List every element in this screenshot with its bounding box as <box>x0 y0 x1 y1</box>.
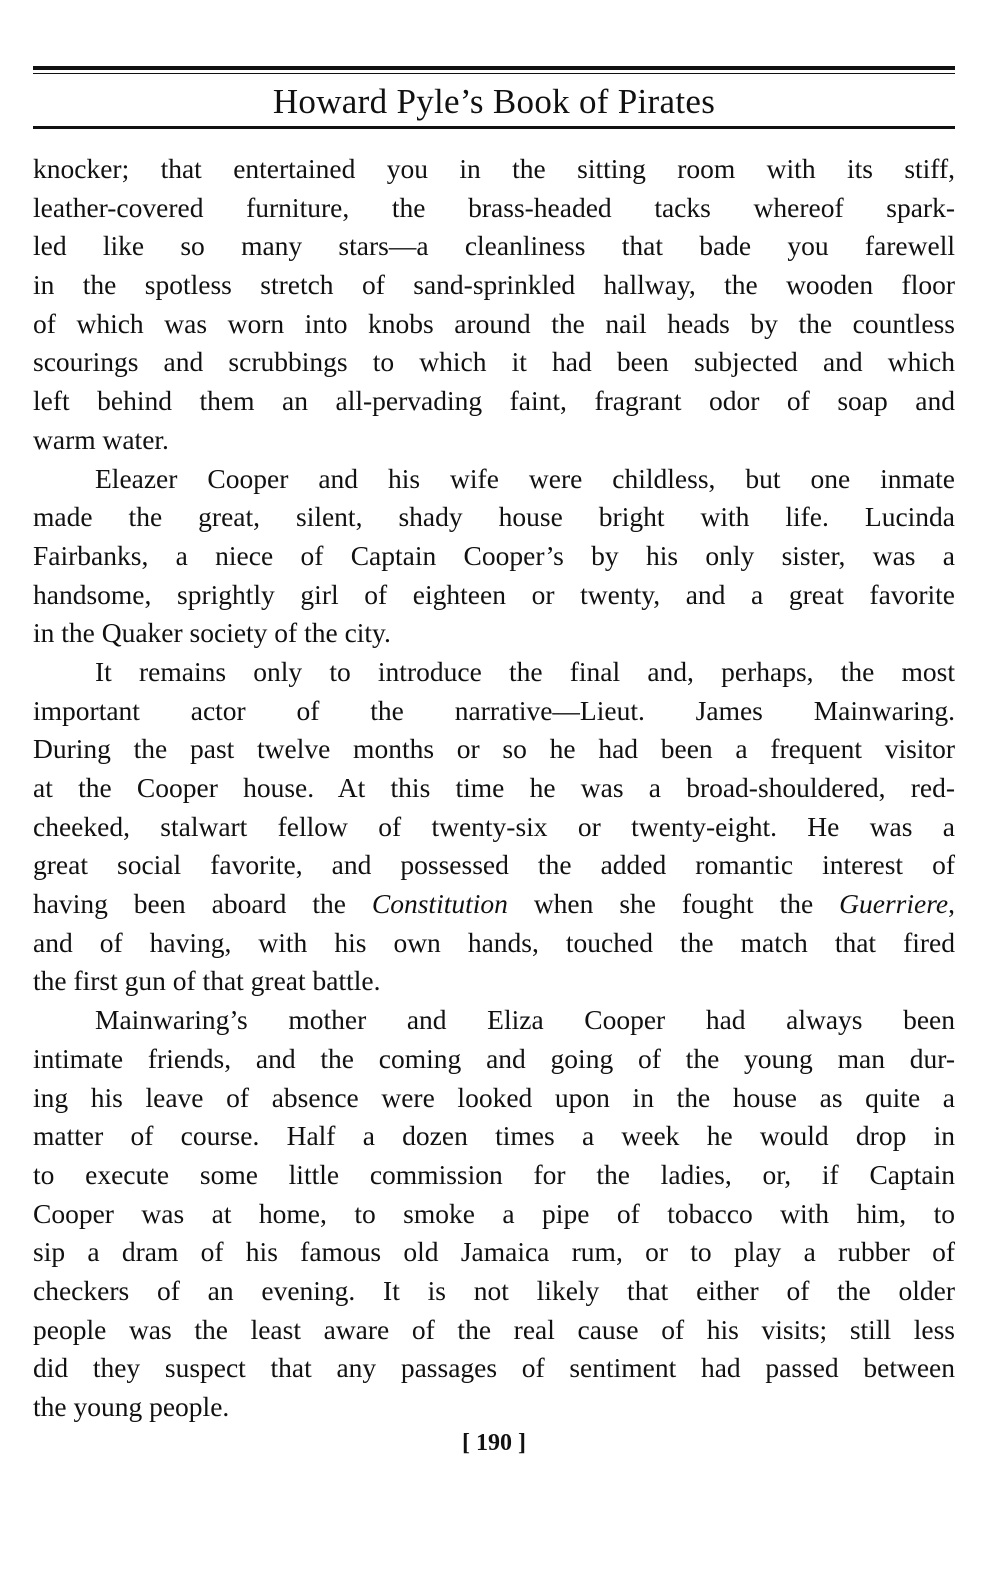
text-line: leather-covered furniture, the brass-headed tacks whereof spark- <box>33 191 955 223</box>
text-line: checkers of an evening. It is not likely that either of the older <box>33 1274 955 1306</box>
text-line: the first gun of that great battle. <box>33 965 381 997</box>
header-underline-rule <box>33 126 955 129</box>
text-line: and of having, with his own hands, touched the match that fired <box>33 926 955 958</box>
paragraph-3 <box>33 653 955 1001</box>
text-line: Mainwaring’s mother and Eliza Cooper had always been <box>95 1004 955 1036</box>
text-line: in the Quaker society of the city. <box>33 617 391 649</box>
text-fragment: , <box>948 888 955 920</box>
text-line: Fairbanks, a niece of Captain Cooper’s by his only sister, was a <box>33 539 955 571</box>
text-line: ing his leave of absence were looked upon in the house as quite a <box>33 1081 955 1113</box>
text-fragment: having been aboard the <box>33 888 372 920</box>
text-line: in the spotless stretch of sand-sprinkled hallway, the wooden floor <box>33 269 955 301</box>
text-line: of which was worn into knobs around the nail heads by the countless <box>33 307 955 339</box>
text-line: at the Cooper house. At this time he was a broad-shouldered, red- <box>33 772 955 803</box>
text-line: did they suspect that any passages of sentiment had passed between <box>33 1352 955 1384</box>
paragraph-1 <box>33 150 955 460</box>
text-line: handsome, sprightly girl of eighteen or twenty, and a great favorite <box>33 578 955 610</box>
text-line: matter of course. Half a dozen times a week he would drop in <box>33 1120 955 1152</box>
paragraph-2 <box>33 460 955 653</box>
ship-name-constitution: Constitution <box>371 888 508 920</box>
top-rule-thick <box>33 66 955 70</box>
paragraph-4 <box>33 1001 955 1427</box>
text-line: the young people. <box>33 1391 230 1422</box>
text-line: knocker; that entertained you in the sitting room with its stiff, <box>33 153 955 184</box>
text-line: cheeked, stalwart fellow of twenty-six or twenty-eight. He was a <box>33 810 955 842</box>
text-line: During the past twelve months or so he had been a frequent visitor <box>33 733 955 765</box>
text-line: sip a dram of his famous old Jamaica rum, or to play a rubber of <box>33 1236 955 1268</box>
text-line: led like so many stars—a cleanliness that bade you farewell <box>33 230 955 262</box>
text-line: warm water. <box>33 423 169 455</box>
text-line: intimate friends, and the coming and going of the young man dur- <box>33 1042 955 1074</box>
text-line: important actor of the narrative—Lieut. James Mainwaring. <box>33 694 955 726</box>
text-line: left behind them an all-pervading faint, fragrant odor of soap and <box>33 385 955 417</box>
page-number: [ 190 ] <box>462 1430 526 1456</box>
text-line: scourings and scrubbings to which it had been subjected and which <box>33 346 955 378</box>
text-line-ship-names <box>33 885 955 924</box>
text-line: It remains only to introduce the final and, perhaps, the most <box>95 655 955 687</box>
text-line: made the great, silent, shady house bright with life. Lucinda <box>33 501 955 533</box>
ship-name-guerriere: Guerriere <box>839 888 949 920</box>
text-line: people was the least aware of the real cause of his visits; still less <box>33 1313 955 1345</box>
running-head-title: Howard Pyle’s Book of Pirates <box>272 82 716 121</box>
text-line: Eleazer Cooper and his wife were childless, but one inmate <box>95 462 955 494</box>
text-line: to execute some little commission for the ladies, or, if Captain <box>33 1158 955 1190</box>
text-line: great social favorite, and possessed the added romantic interest of <box>33 849 955 881</box>
top-rule-thin <box>33 73 955 74</box>
body-text <box>33 150 955 1427</box>
text-line: Cooper was at home, to smoke a pipe of tobacco with him, to <box>33 1197 955 1229</box>
text-fragment: when she fought the <box>507 888 840 920</box>
